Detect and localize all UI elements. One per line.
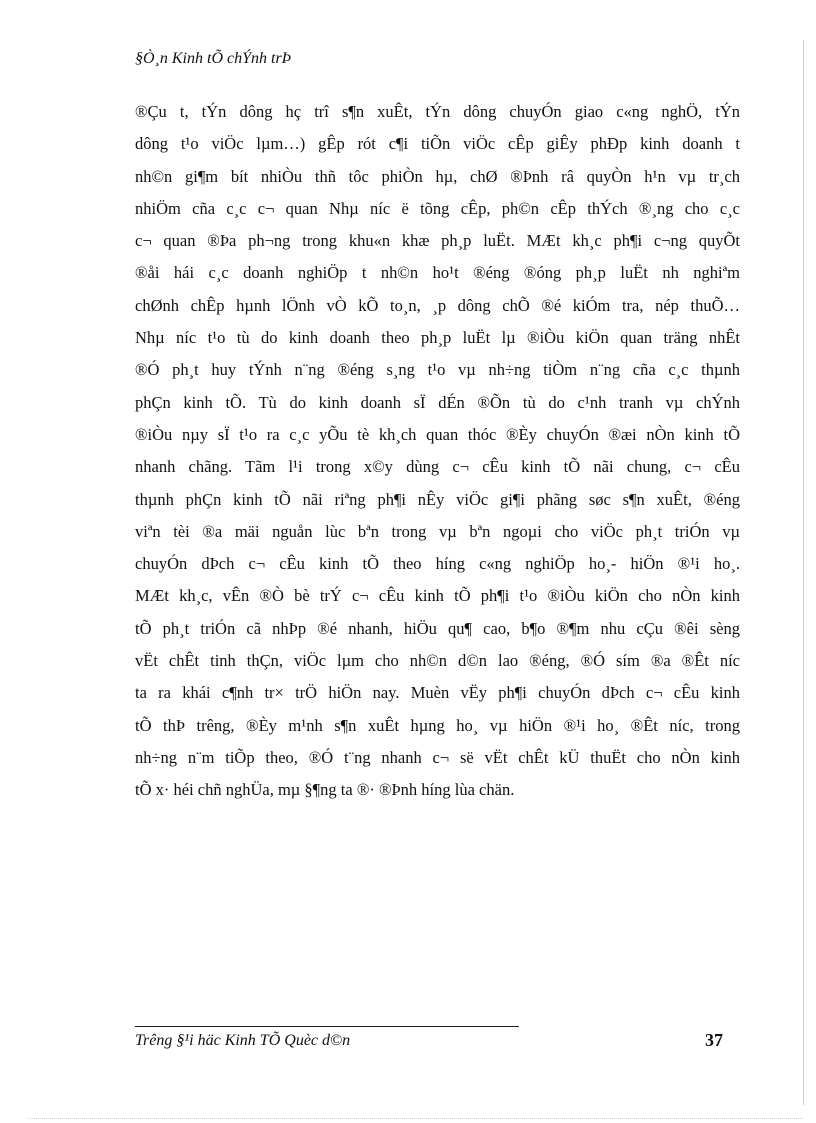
body-line: viªn tèi ®a mäi nguån lùc bªn trong vµ bªn ngoµi cho viÖc ph¸t triÓn vµ [135, 521, 740, 541]
body-line: ®Çu t, tÝn dông hç trî s¶n xuÊt, tÝn dông chuyÓn giao c«ng nghÖ, tÝn [135, 102, 740, 121]
body-line: dông t¹o viÖc lµm…) gÊp rót c¶i tiÕn viÖc cÊp giÊy phÐp kinh doanh t [135, 134, 740, 154]
page-right-border [803, 40, 804, 1105]
page-number: 37 [705, 1030, 723, 1050]
body-line: ®Ó ph¸t huy tÝnh n¨ng ®éng s¸ng t¹o vµ nh÷ng tiÒm n¨ng cña c¸c thµnh [135, 360, 740, 380]
body-line: nh©n gi¶m bít nhiÒu thñ tôc phiÒn hµ, chØ ®Þnh râ quyÒn h¹n vµ tr¸ch [135, 166, 740, 186]
body-line: ®åi hái c¸c doanh nghiÖp t nh©n ho¹t ®éng ®óng ph¸p luËt nh nghiªm [135, 263, 740, 283]
body-line: chØnh chÊp hµnh lÖnh vÒ kÕ to¸n, ¸p dông chÕ ®é kiÓm tra, nép thuÕ… [135, 295, 740, 315]
page-header: §Ò¸n Kinh tÕ chÝnh trÞ [135, 50, 292, 67]
body-line: tÕ thÞ trêng, ®Èy m¹nh s¶n xuÊt hµng ho¸ vµ hiÖn ®¹i ho¸ ®Êt níc, trong [135, 715, 740, 735]
body-text [135, 96, 740, 807]
body-line: chuyÓn dÞch c¬ cÊu kinh tÕ theo híng c«ng nghiÖp ho¸- hiÖn ®¹i ho¸. [135, 554, 740, 574]
body-line: nhiÖm cña c¸c c¬ quan Nhµ níc ë tõng cÊp, ph©n cÊp thÝch ®¸ng cho c¸c [135, 198, 740, 218]
footer-text: Trêng §¹i häc Kinh TÕ Quèc d©n [135, 1032, 351, 1049]
body-line: nhanh chãng. Tãm l¹i trong x©y dùng c¬ cÊu kinh tÕ nãi chung, c¬ cÊu [135, 457, 740, 477]
body-line: nh÷ng n¨m tiÕp theo, ®Ó t¨ng nhanh c¬ së vËt chÊt kÜ thuËt cho nÒn kinh [135, 747, 740, 767]
body-line: vËt chÊt tinh thÇn, viÖc lµm cho nh©n d©n lao ®éng, ®Ó sím ®a ®Êt níc [135, 651, 740, 671]
body-line: c¬ quan ®Þa ph¬ng trong khu«n khæ ph¸p luËt. MÆt kh¸c ph¶i c¬ng quyÕt [135, 231, 740, 251]
body-line-last: tÕ x· héi chñ nghÜa, mµ §¶ng ta ®· ®Þnh híng lùa chän. [135, 780, 515, 800]
body-line: MÆt kh¸c, vÊn ®Ò bè trÝ c¬ cÊu kinh tÕ ph¶i t¹o ®iÒu kiÖn cho nÒn kinh [135, 586, 740, 606]
body-line: thµnh phÇn kinh tÕ nãi riªng ph¶i nÊy viÖc gi¶i phãng søc s¶n xuÊt, ®éng [135, 489, 740, 509]
body-line: Nhµ níc t¹o tù do kinh doanh theo ph¸p luËt lµ ®iÒu kiÖn quan träng nhÊt [135, 328, 740, 348]
body-line: tÕ ph¸t triÓn cã nhÞp ®é nhanh, hiÖu qu¶ cao, b¶o ®¶m nhu cÇu ®êi sèng [135, 618, 740, 638]
page-bottom-border [28, 1118, 803, 1119]
body-line: ®iÒu nµy sÏ t¹o ra c¸c yÕu tè kh¸ch quan thóc ®Èy chuyÓn ®æi nÒn kinh tÕ [135, 424, 740, 444]
footer-rule [135, 1026, 519, 1027]
body-line: phÇn kinh tÕ. Tù do kinh doanh sÏ dÉn ®Õn tù do c¹nh tranh vµ chÝnh [135, 392, 740, 412]
body-line: ta ra khái c¶nh tr× trÖ hiÖn nay. Muèn vËy ph¶i chuyÓn dÞch c¬ cÊu kinh [135, 683, 740, 703]
